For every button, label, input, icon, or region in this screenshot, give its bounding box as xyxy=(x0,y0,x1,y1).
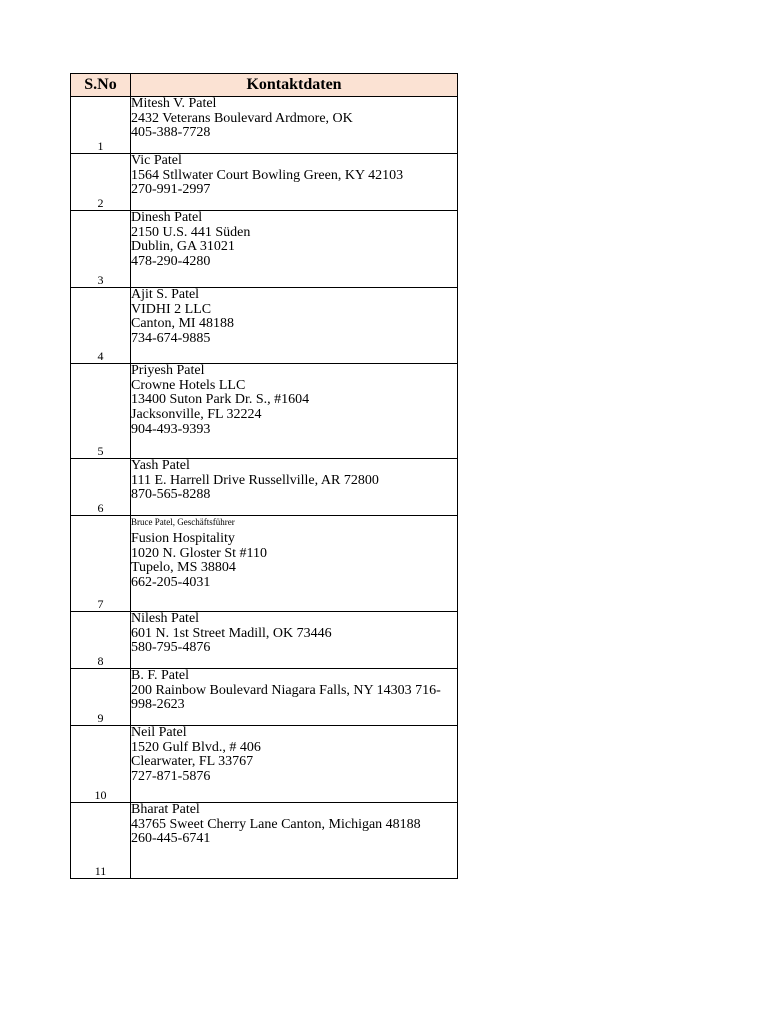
contact-line: Clearwater, FL 33767 xyxy=(131,754,254,770)
contact-line: 13400 Suton Park Dr. S., #1604 xyxy=(131,392,310,408)
contact-details xyxy=(131,97,458,154)
row-number: 4 xyxy=(71,288,131,364)
contact-line: Priyesh Patel xyxy=(131,363,205,378)
contact-line: Neil Patel xyxy=(131,725,187,740)
contact-line: 580-795-4876 xyxy=(131,640,211,656)
contact-line: Dinesh Patel xyxy=(131,210,203,225)
contact-line: 1564 Stllwater Court Bowling Green, KY 42103 xyxy=(131,167,404,183)
row-number: 5 xyxy=(71,364,131,459)
contact-line: 270-991-2997 xyxy=(131,182,211,198)
contact-details xyxy=(131,154,458,211)
row-number: 8 xyxy=(71,612,131,669)
contact-details xyxy=(131,669,458,726)
table-row xyxy=(71,669,458,726)
contact-details xyxy=(131,211,458,288)
row-number: 6 xyxy=(71,459,131,516)
contact-line: Tupelo, MS 38804 xyxy=(131,560,236,576)
contact-line: VIDHI 2 LLC xyxy=(131,301,212,317)
contact-details xyxy=(131,288,458,364)
contact-line: Yash Patel xyxy=(131,458,190,473)
contact-details xyxy=(131,612,458,669)
contact-line: 2150 U.S. 441 Süden xyxy=(131,224,251,240)
row-number: 10 xyxy=(71,726,131,803)
table-row xyxy=(71,803,458,879)
table-row xyxy=(71,459,458,516)
contact-line: 601 N. 1st Street Madill, OK 73446 xyxy=(131,625,332,641)
contact-line: 662-205-4031 xyxy=(131,575,211,591)
contact-line: 260-445-6741 xyxy=(131,831,211,847)
table-row xyxy=(71,288,458,364)
contact-line: Vic Patel xyxy=(131,153,182,168)
table-body xyxy=(71,97,458,879)
table-row xyxy=(71,612,458,669)
contact-details xyxy=(131,516,458,612)
contact-details xyxy=(131,726,458,803)
contact-line: 1520 Gulf Blvd., # 406 xyxy=(131,739,261,755)
contact-details xyxy=(131,803,458,879)
contact-line: 734-674-9885 xyxy=(131,331,211,347)
header-row xyxy=(71,74,458,97)
row-number: 7 xyxy=(71,516,131,612)
table-row xyxy=(71,211,458,288)
row-number: 1 xyxy=(71,97,131,154)
row-number: 3 xyxy=(71,211,131,288)
contact-line: 904-493-9393 xyxy=(131,421,211,437)
contact-line: 2432 Veterans Boulevard Ardmore, OK xyxy=(131,110,353,126)
contact-details xyxy=(131,364,458,459)
contact-line: Ajit S. Patel xyxy=(131,287,200,302)
table-row xyxy=(71,97,458,154)
row-number: 9 xyxy=(71,669,131,726)
contact-line: 1020 N. Gloster St #110 xyxy=(131,545,267,561)
contact-line: 43765 Sweet Cherry Lane Canton, Michigan 48188 xyxy=(131,816,421,832)
table-row xyxy=(71,516,458,612)
contacts-table xyxy=(70,73,458,879)
header-sno: S.No xyxy=(71,74,131,97)
contact-line: 870-565-8288 xyxy=(131,487,211,503)
contact-line: Jacksonville, FL 32224 xyxy=(131,407,262,423)
row-number: 11 xyxy=(71,803,131,879)
contact-line: Mitesh V. Patel xyxy=(131,96,217,111)
table-row xyxy=(71,154,458,211)
contact-line: 111 E. Harrell Drive Russellville, AR 72800 xyxy=(131,472,379,488)
contact-line: 478-290-4280 xyxy=(131,254,211,270)
contact-line: Nilesh Patel xyxy=(131,611,200,626)
row-number: 2 xyxy=(71,154,131,211)
contact-line: Fusion Hospitality xyxy=(131,531,235,546)
table-row xyxy=(71,726,458,803)
header-contact: Kontaktdaten xyxy=(131,74,458,97)
contact-line: Bharat Patel xyxy=(131,802,200,817)
contact-line: 998-2623 xyxy=(131,697,185,713)
contact-line: 200 Rainbow Boulevard Niagara Falls, NY 14303 716- xyxy=(131,682,441,698)
contact-details xyxy=(131,459,458,516)
contact-line: 727-871-5876 xyxy=(131,769,211,785)
contact-line: Dublin, GA 31021 xyxy=(131,239,235,255)
contact-line: 405-388-7728 xyxy=(131,125,211,141)
contact-line: B. F. Patel xyxy=(131,668,189,683)
contact-line: Canton, MI 48188 xyxy=(131,316,235,332)
contact-title-line: Bruce Patel, Geschäftsführer xyxy=(131,517,235,527)
contact-line: Crowne Hotels LLC xyxy=(131,377,246,393)
table-row xyxy=(71,364,458,459)
